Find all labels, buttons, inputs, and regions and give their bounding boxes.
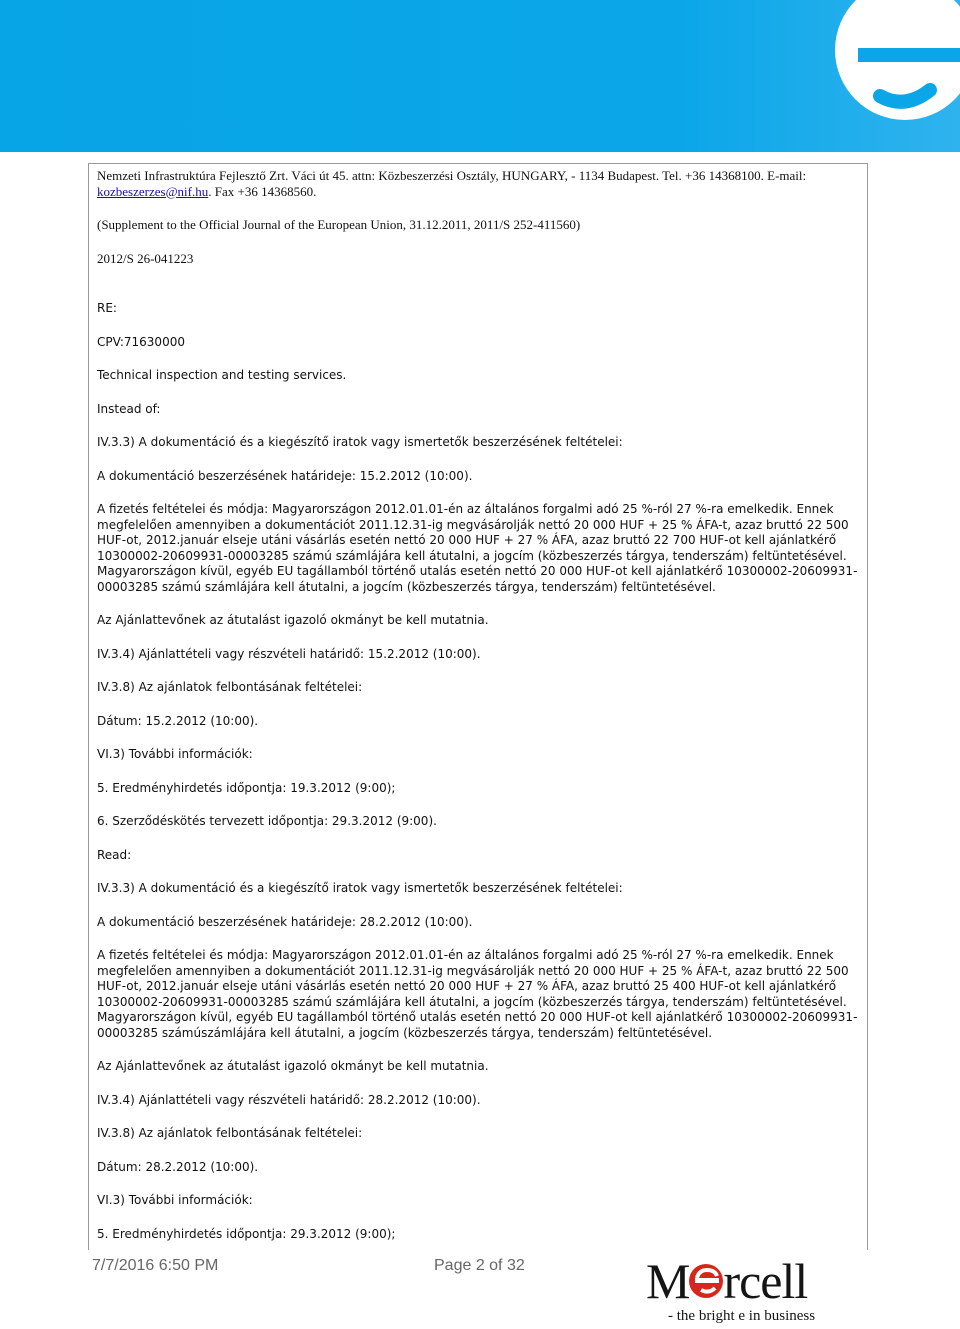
instead-deadline: A dokumentáció beszerzésének határideje: 15.2.2012 (10:00).	[97, 468, 473, 483]
authority-text: Nemzeti Infrastruktúra Fejlesztő Zrt. Váci út 45. attn: Közbeszerzési Osztály, HUNGARY, - 1134 Budapest. Tel. +36 14368100. E-mail:	[97, 168, 810, 183]
instead-payment-terms: A fizetés feltételei és módja: Magyarországon 2012.01.01-én az általános forgalmi adó 25 %-ról 27 %-ra emelkedik. Ennek megfelelően amennyiben a dokumentációt 2011.12.31-ig megvásárolják nettó 20 000 HUF + 25 % ÁFA-t, azaz bruttó 22 500 HUF-ot, 2012.január elseje utáni vásárlás esetén nettó 20 000 HUF + 27 % ÁFA, azaz bruttó 22 700 HUF-ot kell ajánlatkérő 10300002-20609931-00003285 számú számlájára kell átutalni, a jogcím (közbeszerzés tárgya, tenderszám) feltüntetésével. Magyarországon kívül, egyéb EU tagállamból történő utalás esetén nettó 20 000 HUF-ot kell ajánlatkérő 10300002-20609931-00003285 számú számlájára kell átutalni, a jogcím (közbeszerzés tárgya, tenderszám) feltüntetésével.	[97, 502, 858, 594]
read-payment-terms: A fizetés feltételei és módja: Magyarországon 2012.01.01-én az általános forgalmi adó 25 %-ról 27 %-ra emelkedik. Ennek megfelelően amennyiben a dokumentációt 2011.12.31-ig megvásárolják nettó 20 000 HUF + 25 % ÁFA-t, azaz bruttó 22 500 HUF-ot, 2012.január elseje utáni vásárlás esetén nettó 20 000 HUF + 27 % ÁFA, azaz bruttó 25 400 HUF-ot kell ajánlatkérő 10300002-20609931-00003285 számú számlájára kell átutalni, a jogcím (közbeszerzés tárgya, tenderszám) feltüntetésével. Magyarországon kívül, egyéb EU tagállamból történő utalás esetén nettó 20 000 HUF-ot kell ajánlatkérő 10300002-20609931-00003285 számúszámlájára kell átutalni, a jogcím (közbeszerzés tárgya, tenderszám) feltüntetésével.	[97, 948, 858, 1040]
logo-e-icon	[689, 1264, 723, 1298]
logo-letter-m: M	[646, 1253, 690, 1309]
instead-iv33: IV.3.3) A dokumentáció és a kiegészítő iratok vagy ismertetők beszerzésének feltételei:	[97, 435, 623, 449]
notice-content	[97, 168, 862, 1242]
read-proof: Az Ajánlattevőnek az átutalást igazoló okmányt be kell mutatnia.	[97, 1059, 489, 1073]
read-iv34: IV.3.4) Ajánlattételi vagy részvételi határidő: 28.2.2012 (10:00).	[97, 1092, 481, 1107]
read-iv33: IV.3.3) A dokumentáció és a kiegészítő iratok vagy ismertetők beszerzésének feltételei:	[97, 881, 623, 895]
contracting-authority	[97, 168, 862, 199]
cpv-code: CPV:71630000	[97, 334, 185, 349]
re-label: RE:	[97, 301, 117, 315]
instead-result-date: 5. Eredményhirdetés időpontja: 19.3.2012 (9:00);	[97, 780, 396, 795]
email-link[interactable]: kozbeszerzes@nif.hu	[97, 183, 209, 199]
instead-contract-date: 6. Szerződéskötés tervezett időpontja: 29.3.2012 (9:00).	[97, 814, 437, 828]
instead-date: Dátum: 15.2.2012 (10:00).	[97, 713, 259, 728]
logo-tagline: - the bright e in business	[668, 1308, 816, 1324]
read-label: Read:	[97, 847, 132, 862]
read-result-date: 5. Eredményhirdetés időpontja: 29.3.2012 (9:00);	[97, 1226, 396, 1241]
instead-iv34: IV.3.4) Ajánlattételi vagy részvételi határidő: 15.2.2012 (10:00).	[97, 646, 481, 661]
read-iv38: IV.3.8) Az ajánlatok felbontásának feltételei:	[97, 1126, 363, 1140]
e-logo-icon	[0, 0, 960, 152]
logo-wordmark	[646, 1252, 807, 1310]
read-vi3: VI.3) További információk:	[97, 1193, 253, 1207]
instead-proof: Az Ajánlattevőnek az átutalást igazoló okmányt be kell mutatnia.	[97, 613, 489, 627]
company-logo	[640, 1252, 870, 1328]
cpv-description: Technical inspection and testing services.	[97, 368, 347, 382]
footer-datetime: 7/7/2016 6:50 PM	[92, 1257, 219, 1274]
logo-letters-rcell: rcell	[723, 1253, 808, 1309]
instead-of-label: Instead of:	[97, 401, 161, 416]
notice-reference: 2012/S 26-041223	[97, 250, 194, 266]
read-deadline: A dokumentáció beszerzésének határideje: 28.2.2012 (10:00).	[97, 914, 473, 929]
footer-page-number: Page 2 of 32	[434, 1257, 525, 1274]
supplement-reference: (Supplement to the Official Journal of the European Union, 31.12.2011, 2011/S 252-411560)	[97, 217, 581, 232]
instead-vi3: VI.3) További információk:	[97, 747, 253, 761]
authority-fax: . Fax +36 14368560.	[208, 183, 317, 199]
header-banner	[0, 0, 960, 152]
instead-iv38: IV.3.8) Az ajánlatok felbontásának feltételei:	[97, 680, 363, 694]
read-date: Dátum: 28.2.2012 (10:00).	[97, 1159, 259, 1174]
